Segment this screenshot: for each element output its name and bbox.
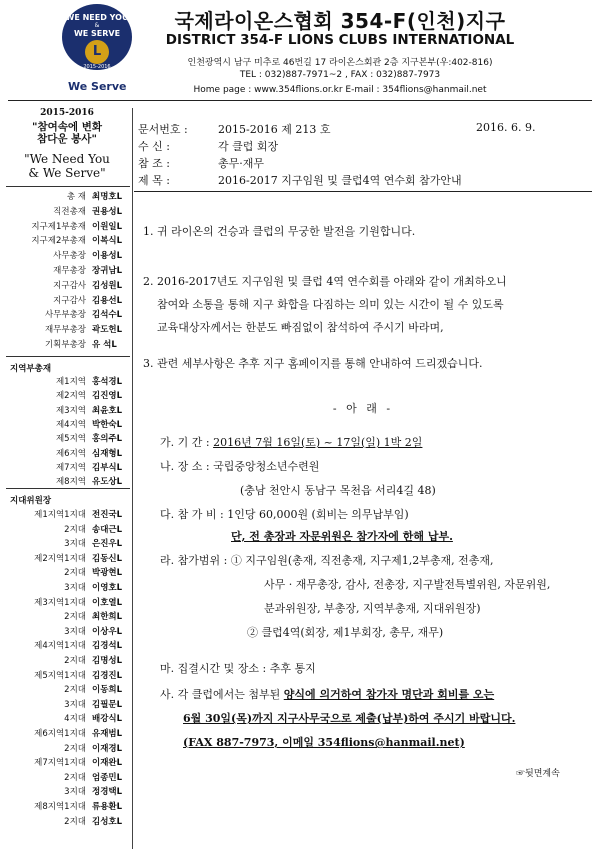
submission-contact: (FAX 887-7973, 이메일 354flions@hanmail.net) bbox=[183, 736, 465, 749]
sidebar-person-row bbox=[6, 626, 130, 638]
person-title: 2지대 bbox=[64, 568, 86, 579]
paragraph-2 bbox=[143, 270, 583, 339]
person-title: 제4지역1지대 bbox=[34, 641, 86, 652]
person-name: 이재완L bbox=[92, 758, 123, 769]
reference-row bbox=[138, 155, 264, 171]
person-title: 제5지역1지대 bbox=[34, 670, 86, 681]
sidebar-person-row bbox=[6, 405, 130, 417]
paragraph-2-line3: 교육대상자께서는 한분도 빠짐없이 참석하여 주시기 바라며, bbox=[157, 321, 444, 334]
sidebar-person-row bbox=[6, 509, 130, 521]
doc-date: 2016. 6. 9. bbox=[476, 121, 536, 134]
person-title: 제3지역1지대 bbox=[34, 597, 86, 608]
person-name: 박한숙L bbox=[92, 419, 123, 430]
sidebar-person-row bbox=[6, 538, 130, 550]
sidebar-person-row bbox=[6, 280, 130, 292]
logo-years: 2015-2016 bbox=[83, 64, 111, 70]
zone-heading: 지대위원장 bbox=[10, 496, 52, 506]
sidebar-person-row bbox=[6, 699, 130, 711]
person-title: 3지대 bbox=[64, 583, 86, 593]
logo-amp: & bbox=[94, 22, 100, 29]
person-title: 제2지역 bbox=[55, 391, 86, 402]
item-assembly: 마. 집결시간 및 장소 : 추후 통지 bbox=[160, 662, 316, 675]
scope-line4: ② 클럽4역(회장, 제1부회장, 총무, 재무) bbox=[247, 626, 444, 639]
person-name: 유도상L bbox=[92, 477, 123, 488]
sidebar-person-row bbox=[6, 265, 130, 277]
sidebar-person-row bbox=[6, 728, 130, 740]
sidebar-divider bbox=[6, 356, 130, 357]
item-period bbox=[160, 434, 590, 450]
scope-line3: 분과위원장, 부총장, 지역부총재, 지대위원장) bbox=[264, 602, 481, 615]
sidebar-year: 2015-2016 bbox=[40, 108, 94, 118]
paragraph-2-line2: 참여와 소통을 통해 지구 화합을 다짐하는 의미 있는 시간이 될 수 있도록 bbox=[157, 298, 504, 311]
fee-value: 1인당 60,000원 (회비는 의무납부임) bbox=[227, 508, 409, 521]
subject-divider bbox=[134, 191, 592, 192]
person-title: 3지대 bbox=[64, 626, 86, 637]
person-name: 이복식L bbox=[92, 236, 123, 247]
subject-value: 2016-2017 지구임원 및 클럽4역 연수회 참가안내 bbox=[218, 174, 462, 187]
person-name: 홍석경L bbox=[92, 377, 123, 387]
person-name: 김동신L bbox=[92, 553, 123, 564]
sidebar-person-row bbox=[6, 448, 130, 460]
sidebar-person-row bbox=[6, 597, 130, 609]
sidebar-person-row bbox=[6, 376, 130, 388]
recipient-value: 각 클럽 회장 bbox=[218, 140, 279, 153]
person-title: 제7지역1지대 bbox=[34, 758, 86, 769]
scope-label: 라. 참가범위 : bbox=[160, 554, 228, 567]
person-title: 2지대 bbox=[64, 685, 86, 696]
person-name: 이동희L bbox=[92, 685, 123, 696]
subject-row bbox=[138, 172, 462, 188]
paragraph-3: 3. 관련 세부사항은 추후 지구 홈페이지를 통해 안내하여 드리겠습니다. bbox=[143, 357, 483, 370]
sidebar-person-row bbox=[6, 670, 130, 682]
sidebar-person-row bbox=[6, 250, 130, 262]
sidebar-person-row bbox=[6, 553, 130, 565]
person-name: 엄종민L bbox=[92, 772, 123, 783]
sidebar-person-row bbox=[6, 640, 130, 652]
region-heading: 지역부총재 bbox=[10, 364, 52, 374]
person-title: 제2지역1지대 bbox=[34, 553, 86, 564]
person-name: 최윤호L bbox=[92, 405, 123, 416]
person-name: 이원일L bbox=[92, 221, 123, 232]
person-title: 3지대 bbox=[64, 787, 86, 798]
reference-value: 총무·재무 bbox=[218, 157, 265, 170]
sidebar-person-row bbox=[6, 339, 130, 351]
person-title: 직전총재 bbox=[53, 206, 86, 217]
logo-line2: WE SERVE bbox=[73, 29, 121, 38]
person-title: 지구제2부총재 bbox=[31, 236, 86, 247]
lions-logo bbox=[62, 4, 132, 70]
lions-emblem-icon: L bbox=[85, 40, 109, 64]
sidebar-person-row bbox=[6, 567, 130, 579]
person-name: 곽도헌L bbox=[92, 325, 123, 336]
person-name: 이영호L bbox=[92, 583, 123, 593]
person-title: 제4지역 bbox=[55, 419, 86, 430]
person-name: 유 석L bbox=[92, 340, 117, 350]
sidebar-person-row bbox=[6, 390, 130, 402]
person-title: 4지대 bbox=[64, 714, 86, 725]
person-name: 김필문L bbox=[92, 699, 123, 710]
person-title: 지구제1부총재 bbox=[31, 221, 86, 232]
sidebar-person-row bbox=[6, 743, 130, 755]
person-title: 사무부총장 bbox=[44, 310, 86, 321]
paragraph-2-line1: 2. 2016-2017년도 지구임원 및 클럽 4역 연수회를 아래와 같이 개최하오니 bbox=[143, 275, 507, 288]
person-title: 기획부총장 bbox=[44, 340, 86, 350]
person-name: 김명성L bbox=[92, 656, 123, 666]
person-name: 전진국L bbox=[92, 510, 123, 520]
person-title: 2지대 bbox=[64, 772, 86, 783]
person-title: 제3지역 bbox=[55, 405, 86, 416]
person-name: 정경택L bbox=[92, 787, 123, 798]
person-name: 송대근L bbox=[92, 524, 123, 535]
person-name: 김석수L bbox=[92, 310, 123, 321]
eng-slogan-line2: & We Serve" bbox=[28, 166, 106, 180]
person-title: 제8지역1지대 bbox=[34, 802, 86, 812]
person-title: 3지대 bbox=[64, 539, 86, 550]
org-tel-fax: TEL : 032)887-7971~2 , FAX : 032)887-7973 bbox=[239, 70, 441, 80]
we-serve-motto: We Serve bbox=[68, 80, 127, 93]
paragraph-1: 1. 귀 라이온의 건승과 클럽의 무궁한 발전을 기원합니다. bbox=[143, 225, 416, 238]
subject-label: 제 목 : bbox=[138, 174, 170, 187]
period-label: 가. 기 간 : bbox=[160, 436, 210, 449]
sidebar-person-row bbox=[6, 462, 130, 474]
person-title: 총 재 bbox=[66, 192, 86, 202]
sidebar-divider bbox=[6, 186, 130, 187]
submission-line1b: 양식에 의거하여 참가자 명단과 회비를 오는 bbox=[283, 688, 495, 701]
person-title: 제1지역1지대 bbox=[34, 510, 86, 520]
person-name: 김용선L bbox=[92, 295, 123, 306]
person-name: 유재범L bbox=[92, 729, 123, 739]
fee-note: 단, 전 총장과 자문위원은 참가자에 한해 납부. bbox=[231, 530, 453, 543]
person-name: 이호열L bbox=[92, 597, 123, 608]
person-name: 최명호L bbox=[92, 192, 123, 202]
person-name: 심재형L bbox=[92, 448, 123, 459]
sidebar-person-row bbox=[6, 524, 130, 536]
sidebar-person-row bbox=[6, 713, 130, 725]
sidebar-english-slogan bbox=[2, 152, 132, 180]
person-name: 권용성L bbox=[92, 206, 123, 217]
slogan-line2: 참다운 봉사" bbox=[37, 133, 97, 145]
sidebar-person-row bbox=[6, 295, 130, 307]
submission-deadline: 6월 30일(목)까지 지구사무국으로 제출(납부)하여 주시기 바랍니다. bbox=[183, 712, 516, 725]
sidebar-person-row bbox=[6, 206, 130, 218]
person-title: 2지대 bbox=[64, 656, 86, 666]
sidebar-person-row bbox=[6, 772, 130, 784]
doc-number-label: 문서번호 : bbox=[138, 123, 188, 136]
person-name: 김부식L bbox=[92, 462, 123, 473]
org-address: 인천광역시 남구 미추로 46번길 17 라이온스회관 2층 지구본부(우:402-816) bbox=[187, 58, 493, 68]
person-name: 이재경L bbox=[92, 743, 123, 754]
person-name: 김경석L bbox=[92, 641, 123, 652]
org-title-english: DISTRICT 354-F LIONS CLUBS INTERNATIONAL bbox=[165, 32, 515, 48]
person-title: 제8지역 bbox=[55, 477, 86, 488]
item-submission bbox=[160, 686, 590, 702]
scope-line2: 사무 · 재무총장, 감사, 전총장, 지구발전특별위원, 자문위원, bbox=[264, 578, 551, 591]
doc-number-row bbox=[138, 121, 330, 137]
logo-line1: WE NEED YOU bbox=[65, 13, 129, 22]
person-name: 이용성L bbox=[92, 251, 123, 262]
place-value: 국립중앙청소년수련원 bbox=[213, 460, 320, 473]
sidebar-person-row bbox=[6, 324, 130, 336]
recipient-label: 수 신 : bbox=[138, 140, 170, 153]
person-title: 제7지역 bbox=[55, 462, 86, 473]
person-title: 2지대 bbox=[64, 816, 86, 827]
org-title-korean: 국제라이온스협회 354-F(인천)지구 bbox=[174, 9, 506, 33]
sidebar-person-row bbox=[6, 191, 130, 203]
person-title: 재무부총장 bbox=[44, 325, 86, 336]
person-name: 배강식L bbox=[92, 714, 123, 725]
item-place bbox=[160, 458, 590, 474]
person-title: 제6지역1지대 bbox=[34, 729, 86, 739]
person-title: 사무총장 bbox=[53, 251, 86, 262]
item-fee bbox=[160, 506, 590, 522]
person-name: 김진영L bbox=[92, 391, 123, 402]
sidebar-person-row bbox=[6, 816, 130, 828]
recipient-row bbox=[138, 138, 278, 154]
sidebar-person-row bbox=[6, 655, 130, 667]
sidebar-person-row bbox=[6, 582, 130, 594]
sidebar-person-row bbox=[6, 476, 130, 488]
person-title: 2지대 bbox=[64, 524, 86, 535]
person-name: 장귀남L bbox=[92, 266, 123, 276]
sidebar-person-row bbox=[6, 757, 130, 769]
scope-line1: ① 지구임원(총재, 직전총재, 지구제1,2부총재, 전총재, bbox=[230, 554, 494, 567]
sidebar-person-row bbox=[6, 235, 130, 247]
continued-note: ☞뒷면계속 bbox=[516, 769, 560, 779]
below-heading: - 아 래 - bbox=[332, 402, 394, 415]
org-web-email: Home page : www.354flions.or.kr E-mail : 354flions@hanmail.net bbox=[193, 85, 487, 95]
sidebar-person-row bbox=[6, 433, 130, 445]
period-value: 2016년 7월 16일(토) ~ 17일(일) 1박 2일 bbox=[213, 436, 423, 449]
sidebar-person-row bbox=[6, 786, 130, 798]
person-title: 2지대 bbox=[64, 743, 86, 754]
sidebar-person-row bbox=[6, 419, 130, 431]
officer-sidebar bbox=[2, 108, 133, 849]
eng-slogan-line1: "We Need You bbox=[24, 152, 110, 166]
person-name: 김성호L bbox=[92, 816, 123, 827]
person-name: 은진우L bbox=[92, 539, 123, 550]
sidebar-divider bbox=[6, 488, 130, 489]
fee-label: 다. 참 가 비 : bbox=[160, 508, 224, 521]
person-title: 3지대 bbox=[64, 699, 86, 710]
sidebar-person-row bbox=[6, 801, 130, 813]
person-name: 김경진L bbox=[92, 670, 123, 681]
person-name: 홍의주L bbox=[92, 434, 123, 445]
person-name: 이상우L bbox=[92, 626, 123, 637]
person-title: 2지대 bbox=[64, 612, 86, 623]
place-address: (충남 천안시 동남구 목천읍 서리4길 48) bbox=[240, 484, 436, 497]
person-title: 제6지역 bbox=[55, 448, 86, 459]
place-label: 나. 장 소 : bbox=[160, 460, 210, 473]
person-title: 제1지역 bbox=[55, 377, 86, 387]
reference-label: 참 조 : bbox=[138, 157, 170, 170]
person-name: 최한희L bbox=[92, 612, 123, 623]
sidebar-person-row bbox=[6, 221, 130, 233]
person-title: 제5지역 bbox=[55, 434, 86, 445]
person-name: 박광현L bbox=[92, 568, 123, 579]
sidebar-person-row bbox=[6, 611, 130, 623]
header-divider bbox=[8, 100, 592, 101]
doc-number-value: 2015-2016 제 213 호 bbox=[218, 123, 331, 136]
slogan-line1: "참여속에 변화 bbox=[32, 121, 102, 133]
submission-line1a: 사. 각 클럽에서는 첨부된 bbox=[160, 688, 284, 701]
person-name: 김성원L bbox=[92, 280, 123, 291]
person-title: 지구감사 bbox=[53, 280, 86, 291]
sidebar-slogan bbox=[2, 121, 132, 145]
person-title: 지구감사 bbox=[53, 295, 86, 306]
sidebar-person-row bbox=[6, 684, 130, 696]
item-scope bbox=[160, 552, 590, 568]
person-name: 류용환L bbox=[92, 802, 123, 812]
person-title: 재무총장 bbox=[53, 266, 86, 276]
sidebar-person-row bbox=[6, 309, 130, 321]
